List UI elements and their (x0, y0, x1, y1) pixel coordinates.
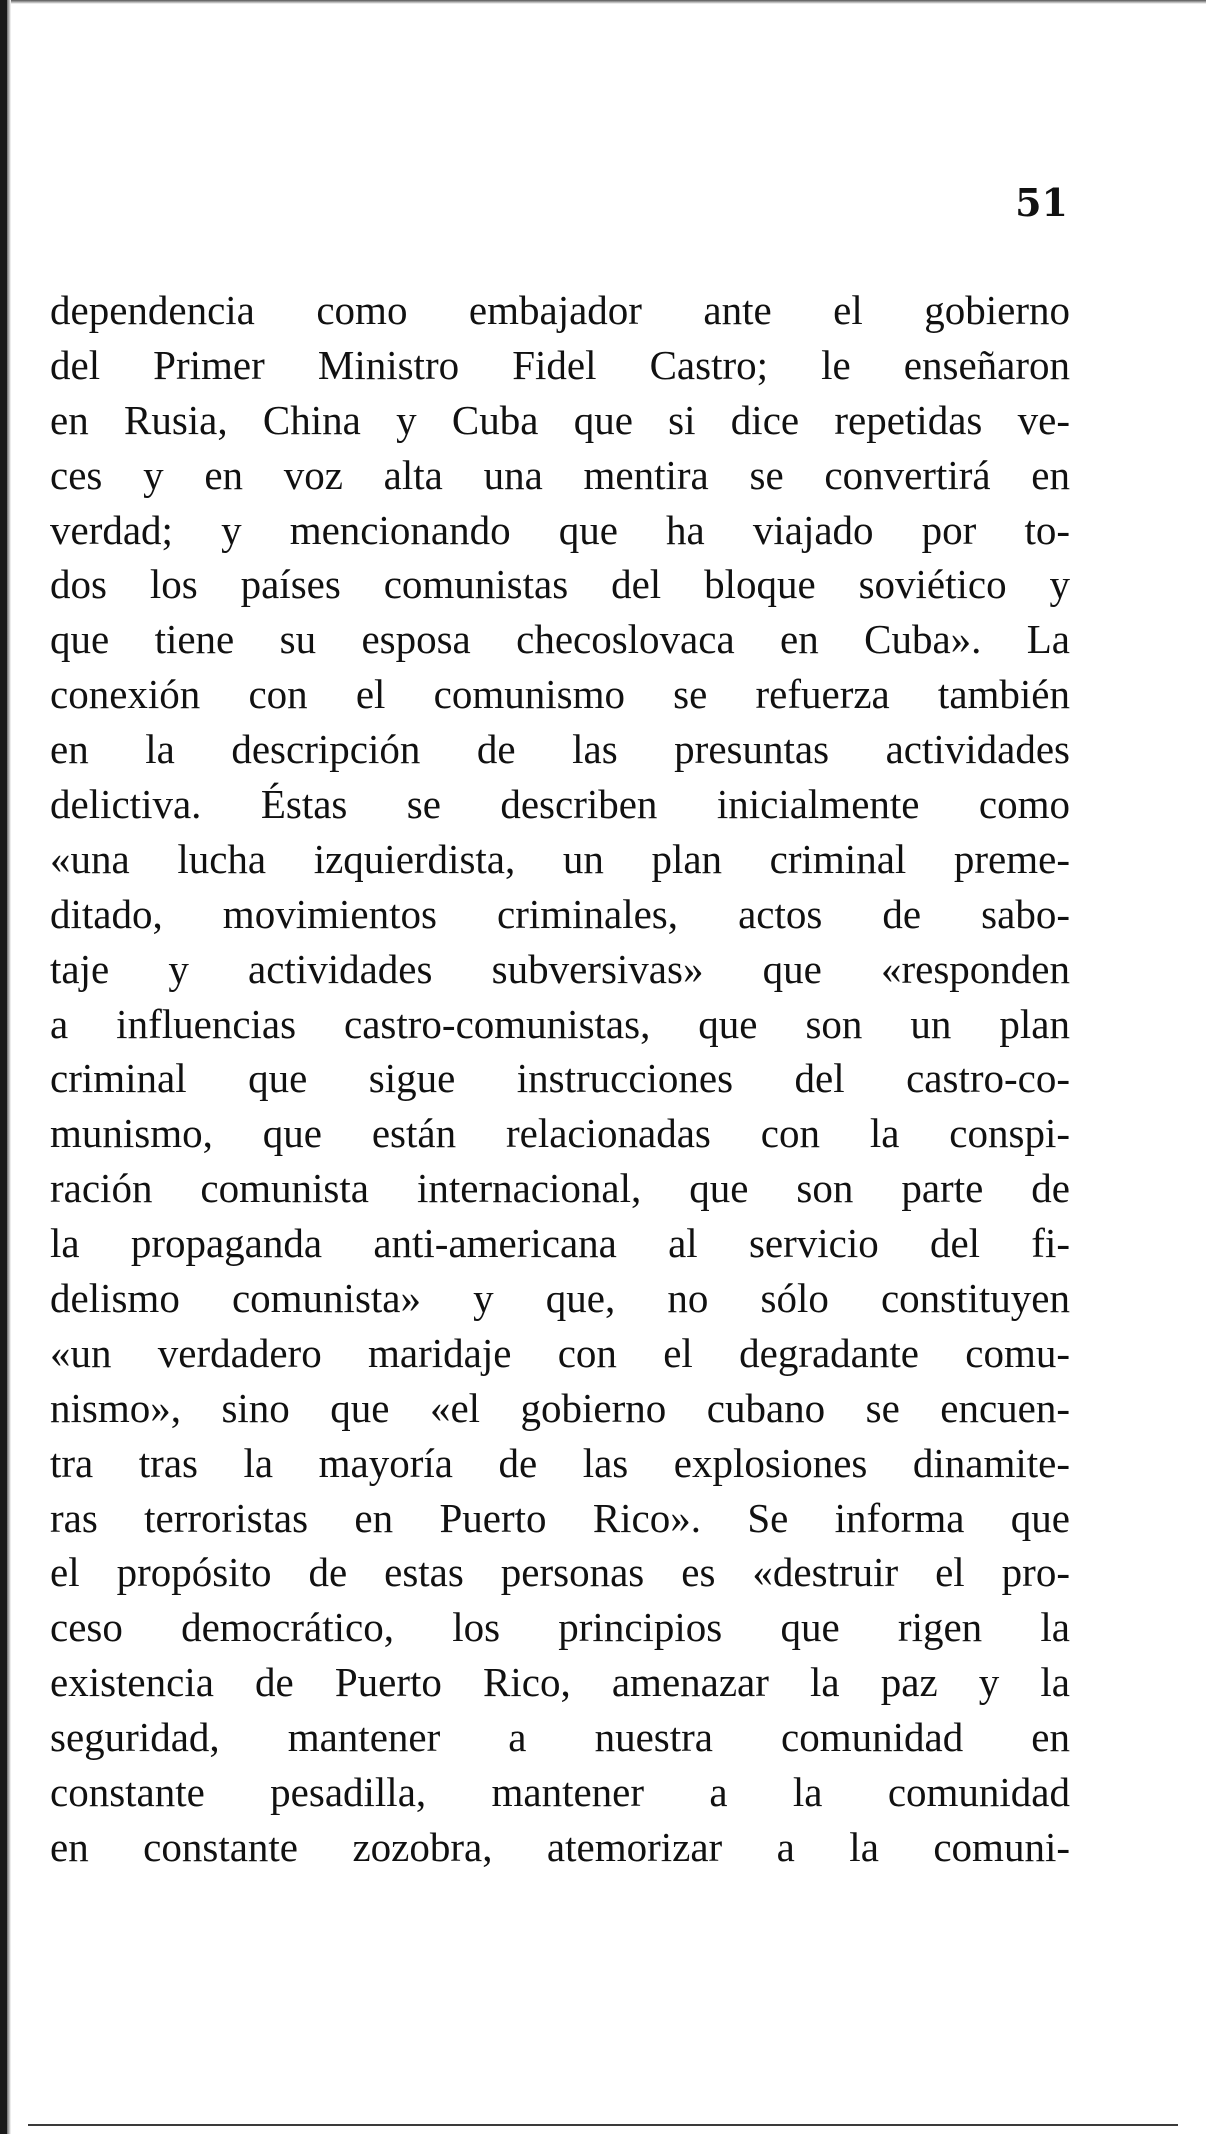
text-line: tra tras la mayoría de las explosiones dinamite- (50, 1439, 1070, 1486)
text-line: delictiva. Éstas se describen inicialmente como (50, 781, 1070, 828)
text-line: munismo, que están relacionadas con la conspi- (50, 1110, 1070, 1157)
text-line: en Rusia, China y Cuba que si dice repetidas ve- (50, 396, 1070, 443)
text-line: dependencia como embajador ante el gobierno (50, 287, 1070, 333)
text-line: que tiene su esposa checoslovaca en Cuba». La (50, 616, 1070, 663)
text-line: «un verdadero maridaje con el degradante comu- (50, 1329, 1070, 1376)
text-line: a influencias castro-comunistas, que son un plan (50, 1000, 1070, 1047)
top-edge-shadow (0, 0, 1206, 4)
page-number: 51 (1015, 180, 1068, 225)
text-line: verdad; y mencionando que ha viajado por to- (50, 506, 1070, 553)
binding-edge (0, 0, 7, 2134)
bottom-edge-line (28, 2124, 1178, 2126)
text-line: ración comunista internacional, que son parte de (50, 1165, 1070, 1212)
text-line: constante pesadilla, mantener a la comunidad (50, 1769, 1070, 1816)
text-line: taje y actividades subversivas» que «responden (50, 945, 1070, 992)
text-line: ces y en voz alta una mentira se convertirá en (50, 451, 1070, 498)
text-line: nismo», sino que «el gobierno cubano se encuen- (50, 1384, 1070, 1431)
text-line: ceso democrático, los principios que rigen la (50, 1604, 1070, 1651)
binding-edge-shadow (7, 0, 11, 2134)
text-line: delismo comunista» y que, no sólo constituyen (50, 1275, 1070, 1322)
text-line: existencia de Puerto Rico, amenazar la paz y la (50, 1659, 1070, 1706)
text-line: ditado, movimientos criminales, actos de sabo- (50, 890, 1070, 937)
text-line: la propaganda anti-americana al servicio del fi- (50, 1220, 1070, 1267)
text-line: dos los países comunistas del bloque soviético y (50, 561, 1070, 608)
text-line: «una lucha izquierdista, un plan criminal preme- (50, 835, 1070, 882)
text-line: seguridad, mantener a nuestra comunidad en (50, 1714, 1070, 1761)
text-line: conexión con el comunismo se refuerza también (50, 671, 1070, 718)
text-line: del Primer Ministro Fidel Castro; le enseñaron (50, 341, 1070, 388)
text-line: criminal que sigue instrucciones del castro-co- (50, 1055, 1070, 1102)
text-line: en constante zozobra, atemorizar a la comuni- (50, 1823, 1070, 1870)
text-line: el propósito de estas personas es «destruir el pro- (50, 1549, 1070, 1596)
text-line: en la descripción de las presuntas actividades (50, 726, 1070, 773)
body-paragraph (50, 283, 1070, 1875)
text-line: ras terroristas en Puerto Rico». Se informa que (50, 1494, 1070, 1541)
